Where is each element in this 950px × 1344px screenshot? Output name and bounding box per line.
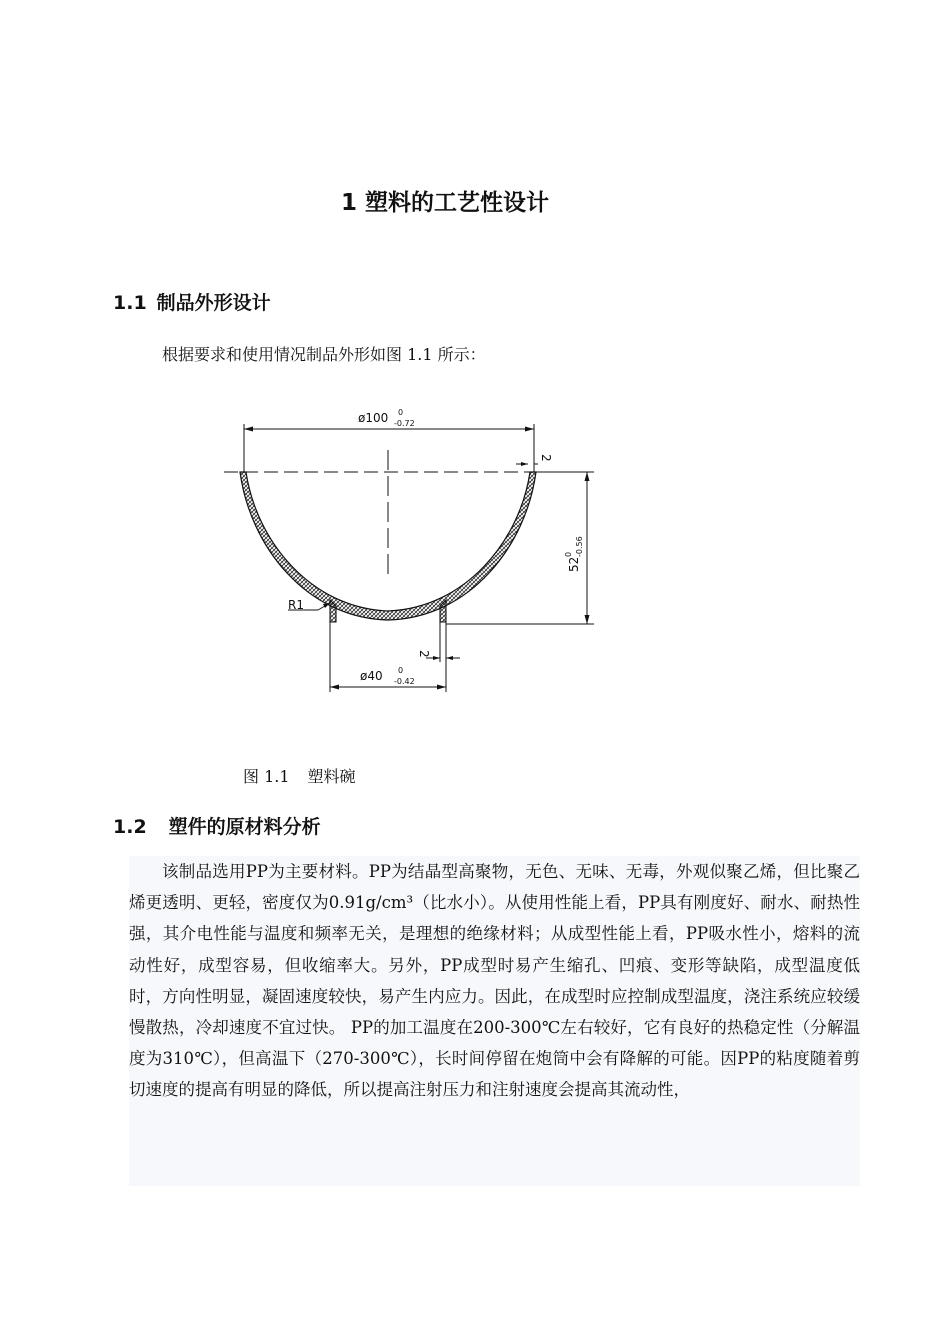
- figure-caption-text: 塑料碗: [307, 767, 356, 786]
- dim-bottom-label: ø40: [360, 669, 383, 683]
- dim-height-label: 52: [567, 556, 581, 572]
- dim-height-lower: -0.56: [575, 536, 584, 557]
- dim-bottom-lower: -0.42: [394, 677, 415, 686]
- dim-foot-wall-label: 2: [417, 650, 431, 658]
- section-heading-1-1: [113, 288, 271, 315]
- dim-top-upper: 0: [398, 408, 404, 417]
- section-number: 1.2: [113, 816, 147, 838]
- chapter-title: 1 塑料的工艺性设计: [340, 190, 549, 216]
- dim-height-group: [564, 536, 584, 572]
- figure-caption-number: 图 1.1: [243, 767, 290, 786]
- wall-dim-arrow: [521, 462, 528, 466]
- dim-top-lower: -0.72: [394, 419, 415, 428]
- dim-wall-label: 2: [539, 454, 553, 462]
- section-number: 1.1: [113, 292, 147, 314]
- foot-wall-dim-arrow-right: [446, 656, 453, 660]
- dim-bottom-upper: 0: [398, 666, 404, 675]
- material-analysis-paragraph: 该制品选用PP为主要材料。PP为结晶型高聚物，无色、无味、无毒，外观似聚乙烯，但比聚乙烯更透明、更轻，密度仅为0.91g/cm³（比水小）。从使用性能上看，PP具有刚度好、耐水、耐热性强，其介电性能与温度和频率无关，是理想的绝缘材料；从成型性能上看，PP吸水性小，熔料的流动性好，成型容易，但收缩率大。另外，PP成型时易产生缩孔、凹痕、变形等缺陷，成型温度低时，方向性明显，凝固速度较快，易产生内应力。因此，在成型时应控制成型温度，浇注系统应较缓慢散热，冷却速度不宜过快。 PP的加工温度在200-300℃左右较好，它有良好的热稳定性（分解温度为310℃），但高温下（270-300℃），长时间停留在炮筒中会有降解的可能。因PP的粘度随着剪切速度的提高有明显的降低，所以提高注射压力和注射速度会提高其流动性，: [129, 856, 860, 1186]
- section-title: 塑件的原材料分析: [168, 816, 321, 838]
- bowl-technical-drawing: [220, 400, 620, 700]
- dim-height-upper: 0: [564, 551, 573, 557]
- section-title: 制品外形设计: [156, 292, 271, 314]
- section-heading-1-2: [113, 812, 321, 839]
- intro-paragraph: 根据要求和使用情况制品外形如图 1.1 所示：: [162, 345, 486, 364]
- dim-radius-label: R1: [288, 598, 304, 612]
- dim-top-label: ø100: [358, 411, 389, 425]
- figure-caption: [243, 764, 356, 787]
- foot-wall-dim-arrow: [433, 656, 440, 660]
- bowl-drawing-figure: [220, 400, 620, 700]
